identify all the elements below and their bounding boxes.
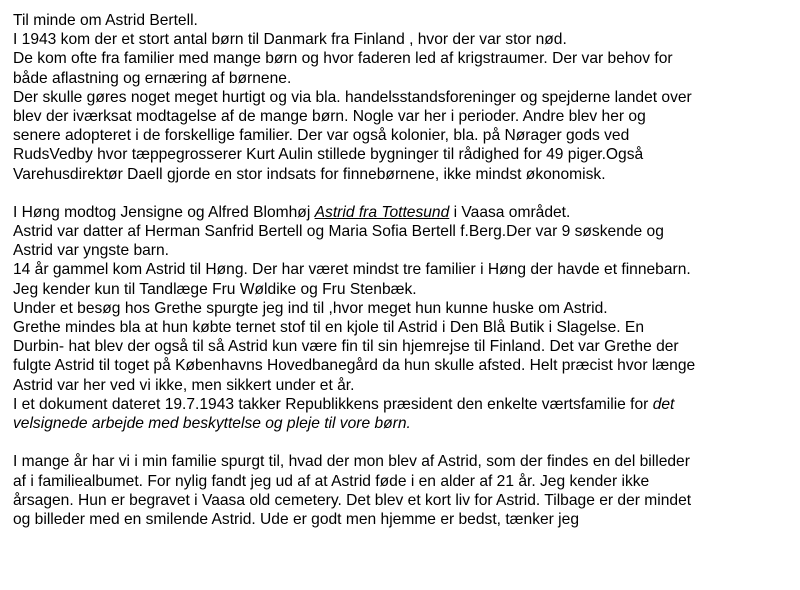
- text-line: RudsVedby hvor tæppegrosserer Kurt Aulin stillede bygninger til rådighed for 49 piger.Også: [13, 146, 644, 164]
- text-line: blev der iværksat modtagelse af de mange børn. Nogle var her i perioder. Andre blev her og: [13, 107, 646, 125]
- text-line: Astrid var yngste barn.: [13, 242, 170, 260]
- text-line: De kom ofte fra familier med mange børn og hvor faderen led af krigstraumer. Der var behov for: [13, 50, 673, 68]
- italic-quote-line: velsignede arbejde med beskyttelse og pleje til vore børn.: [13, 414, 411, 432]
- paragraph-2: [13, 203, 793, 433]
- text-line: og billeder med en smilende Astrid. Ude er godt men hjemme er bedst, tænker jeg: [13, 510, 579, 528]
- paragraph-spacer: [13, 433, 793, 452]
- text-line: Varehusdirektør Daell gjorde en stor indsats for finnebørnene, ikke mindst økonomisk.: [13, 165, 606, 183]
- text-line: I mange år har vi i min familie spurgt til, hvad der mon blev af Astrid, som der findes en del billeder: [13, 453, 690, 471]
- paragraph-spacer: [13, 184, 793, 203]
- text-line: Der skulle gøres noget meget hurtigt og via bla. handelsstandsforeninger og spejderne landet over: [13, 88, 692, 106]
- text-line: I 1943 kom der et stort antal børn til Danmark fra Finland , hvor der var stor nød.: [13, 31, 567, 49]
- text-line: senere adopteret i de forskellige familier. Der var også kolonier, bla. på Nørager gods ved: [13, 127, 630, 145]
- text-line: årsagen. Hun er begravet i Vaasa old cemetery. Det blev et kort liv for Astrid. Tilbage er der mindet: [13, 491, 692, 509]
- text-line: Jeg kender kun til Tandlæge Fru Wøldike og Fru Stenbæk.: [13, 280, 417, 298]
- text-line: [13, 203, 793, 222]
- text-line: Grethe mindes bla at hun købte ternet stof til en kjole til Astrid i Den Blå Butik i Slagelse. En: [13, 319, 644, 336]
- text-line: Under et besøg hos Grethe spurgte jeg ind til ,hvor meget hun kunne huske om Astrid.: [13, 299, 608, 317]
- paragraph-3: [13, 452, 793, 529]
- text-line: fulgte Astrid til toget på Københavns Hovedbanegård da hun skulle afsted. Helt præcist hvor længe: [13, 357, 696, 375]
- text-line: Durbin- hat blev der også til så Astrid kun være fin til sin hjemrejse til Finland. Det var Grethe der: [13, 338, 679, 356]
- text-line: 14 år gammel kom Astrid til Høng. Der har været mindst tre familier i Høng der havde et finnebarn.: [13, 261, 691, 279]
- text-line: både aflastning og ernæring af børnene.: [13, 69, 292, 87]
- text-span: I Høng modtog Jensigne og Alfred Blomhøj: [13, 203, 315, 221]
- italic-quote: det: [652, 395, 675, 413]
- text-line: [13, 395, 793, 414]
- document-body: [13, 11, 793, 529]
- text-span: I et dokument dateret 19.7.1943 takker Republikkens præsident den enkelte værtsfamilie for: [13, 395, 653, 413]
- paragraph-1: [13, 30, 793, 184]
- text-line: Astrid var her ved vi ikke, men sikkert under et år.: [13, 376, 355, 394]
- document-title: Til minde om Astrid Bertell.: [13, 12, 198, 29]
- text-line: Astrid var datter af Herman Sanfrid Bertell og Maria Sofia Bertell f.Berg.Der var 9 søskende og: [13, 223, 664, 241]
- text-line: af i familiealbumet. For nylig fandt jeg ud af at Astrid føde i en alder af 21 år. Jeg kender ikke: [13, 472, 650, 490]
- astrid-link[interactable]: Astrid fra Tottesund: [314, 203, 450, 221]
- text-span: i Vaasa området.: [449, 203, 571, 221]
